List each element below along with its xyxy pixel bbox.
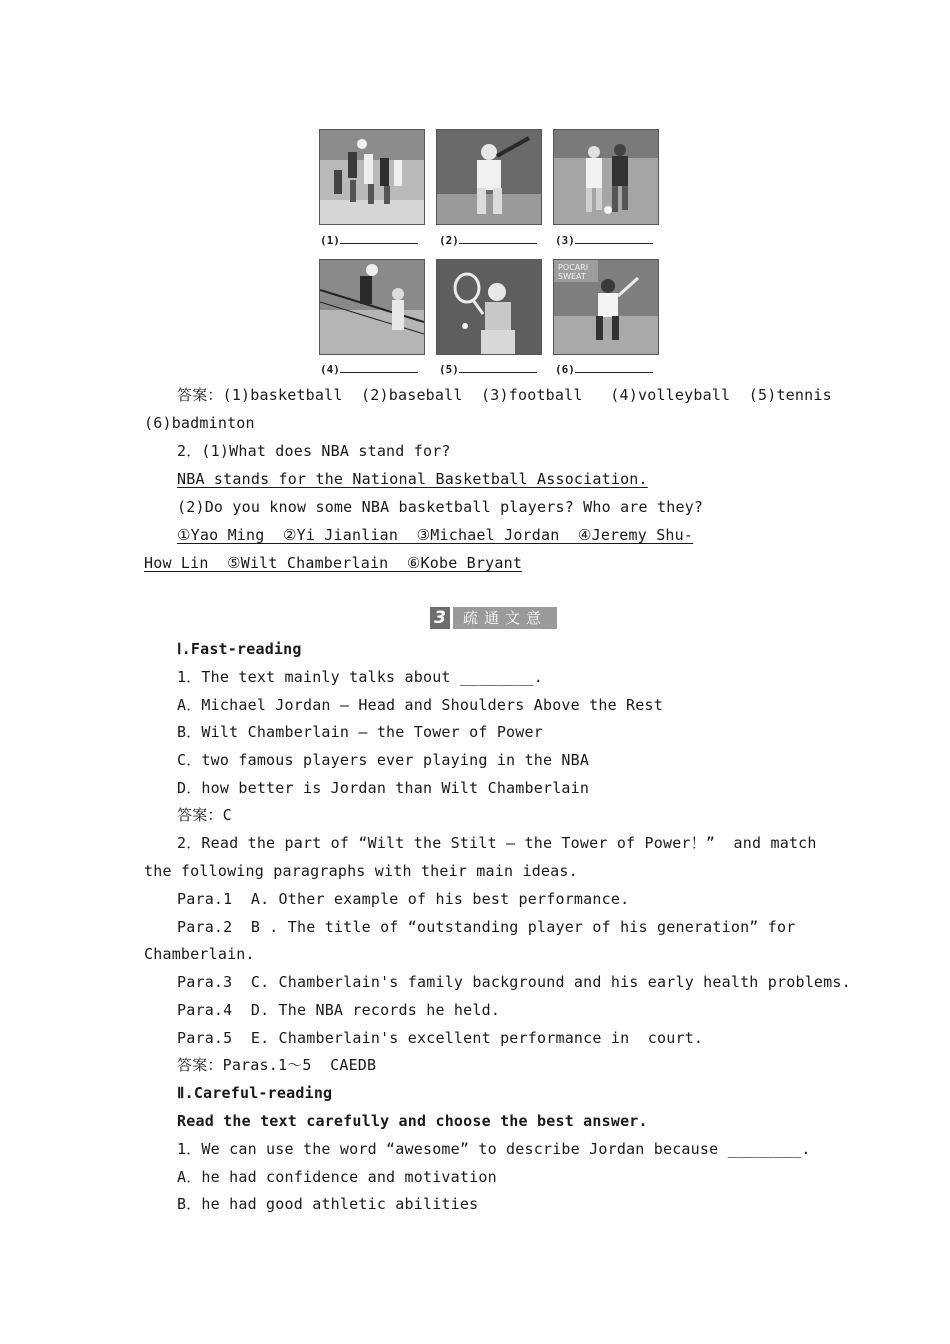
section-header bbox=[430, 607, 557, 629]
paragraph-match: Para.1 A. Other example of his best performance. bbox=[177, 890, 630, 908]
section-heading: Ⅰ.Fast-reading bbox=[177, 640, 302, 658]
answer-text: 答案：C bbox=[177, 806, 232, 824]
baseball-photo-icon bbox=[436, 129, 542, 225]
photo-caption: (4) bbox=[320, 362, 418, 377]
answer-text: How Lin ⑤Wilt Chamberlain ⑥Kobe Bryant bbox=[144, 554, 523, 572]
paragraph-match: Para.3 C. Chamberlain's family background and his early health problems. bbox=[177, 973, 851, 991]
answer-line: (6)badminton bbox=[144, 414, 255, 432]
option-text: A．he had confidence and motivation bbox=[177, 1168, 497, 1186]
paragraph-match: Chamberlain. bbox=[144, 945, 255, 963]
answer-text: NBA stands for the National Basketball Association. bbox=[177, 470, 648, 488]
paragraph-match: Para.4 D. The NBA records he held. bbox=[177, 1001, 501, 1019]
photo-caption: (5) bbox=[439, 362, 537, 377]
tennis-photo-icon bbox=[436, 259, 542, 355]
answer-text: 答案：Paras.1～5 CAEDB bbox=[177, 1056, 377, 1074]
svg-text:POCARI: POCARI bbox=[558, 263, 589, 272]
section-title: 疏通文意 bbox=[453, 607, 557, 629]
option-text: D．how better is Jordan than Wilt Chamberlain bbox=[177, 779, 590, 797]
photo-caption: (6) bbox=[555, 362, 653, 377]
question-text: 1．We can use the word “awesome” to describe Jordan because ________. bbox=[177, 1140, 811, 1158]
question-text: the following paragraphs with their main ideas. bbox=[144, 862, 578, 880]
photo-caption: (3) bbox=[555, 233, 653, 248]
option-text: B．Wilt Chamberlain — the Tower of Power bbox=[177, 723, 543, 741]
paragraph-match: Para.5 E. Chamberlain's excellent performance in court. bbox=[177, 1029, 704, 1047]
instruction-text: Read the text carefully and choose the best answer. bbox=[177, 1112, 648, 1130]
volleyball-photo-icon bbox=[319, 259, 425, 355]
section-heading: Ⅱ.Careful-reading bbox=[177, 1084, 333, 1102]
svg-text:SWEAT: SWEAT bbox=[558, 272, 586, 281]
basketball-photo-icon bbox=[319, 129, 425, 225]
option-text: C．two famous players ever playing in the NBA bbox=[177, 751, 590, 769]
question-text: 2．Read the part of “Wilt the Stilt — the Tower of Power！” and match bbox=[177, 834, 817, 852]
paragraph-match: Para.2 B . The title of “outstanding player of his generation” for bbox=[177, 918, 796, 936]
photo-caption: (1) bbox=[320, 233, 418, 248]
football-photo-icon bbox=[553, 129, 659, 225]
answer-line: 答案：(1)basketball (2)baseball (3)football (4)volleyball (5)tennis bbox=[177, 386, 832, 404]
badminton-photo-icon bbox=[553, 259, 659, 355]
question-text: (2)Do you know some NBA basketball players? Who are they? bbox=[177, 498, 704, 516]
question-text: 1．The text mainly talks about ________. bbox=[177, 668, 543, 686]
answer-text: ①Yao Ming ②Yi Jianlian ③Michael Jordan ④Jeremy Shu- bbox=[177, 526, 694, 544]
section-number: 3 bbox=[430, 607, 450, 629]
option-text: B．he had good athletic abilities bbox=[177, 1195, 479, 1213]
photo-caption: (2) bbox=[439, 233, 537, 248]
option-text: A．Michael Jordan — Head and Shoulders Above the Rest bbox=[177, 696, 663, 714]
question-text: 2．(1)What does NBA stand for? bbox=[177, 442, 451, 460]
